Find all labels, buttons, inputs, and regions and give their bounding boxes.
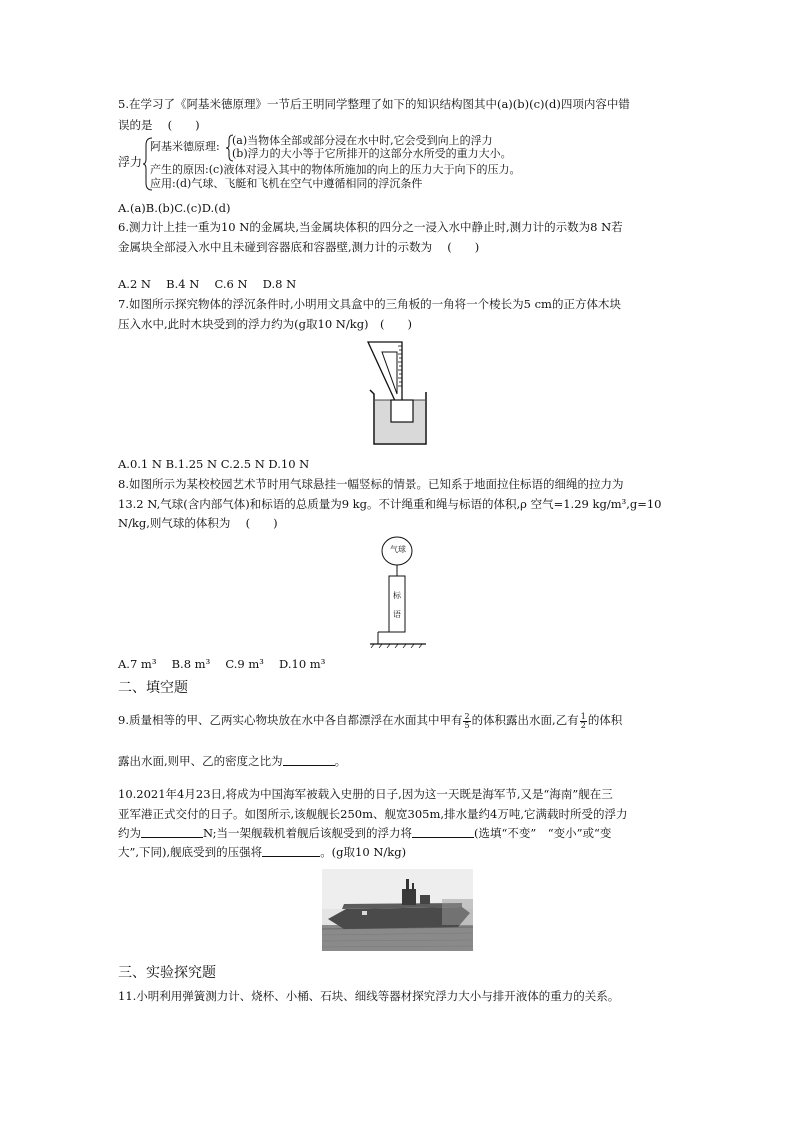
q9-frac1-numerator: 2 bbox=[464, 711, 470, 721]
q9-text-part1: 9.质量相等的甲、乙两实心物块放在水中各自都漂浮在水面其中甲有 bbox=[118, 713, 463, 727]
q6-stem-line2: 金属块全部浸入水中且未碰到容器底和容器壁,测力计的示数为 ( ) bbox=[118, 240, 480, 254]
q8-balloon-figure bbox=[370, 536, 426, 648]
q5-stem-line2: 误的是 ( ) bbox=[118, 118, 200, 132]
banner-rect bbox=[389, 576, 405, 632]
q9-line2-suffix: 。 bbox=[334, 754, 347, 768]
q10-warship-photo bbox=[322, 869, 473, 951]
q9-frac2-denominator: 2 bbox=[580, 720, 586, 730]
q10-stem-line3 bbox=[118, 825, 611, 841]
q5-item-d: 应用:(d)气球、飞艇和飞机在空气中遵循相同的浮沉条件 bbox=[150, 177, 423, 190]
q9-fraction-1 bbox=[463, 713, 470, 730]
banner-char-2: 语 bbox=[393, 610, 401, 619]
q5-item-a: (a)当物体全部或部分浸在水中时,它会受到向上的浮力 bbox=[232, 134, 493, 147]
q9-answer-blank[interactable] bbox=[283, 753, 335, 766]
q10-buoyancy-blank[interactable] bbox=[141, 825, 203, 838]
q9-stem-line1 bbox=[118, 712, 622, 730]
wood-cube bbox=[391, 400, 413, 422]
q11-stem-line1: 11.小明利用弹簧测力计、烧杯、小桶、石块、细线等器材探究浮力大小与排开液体的重力的关系。 bbox=[118, 989, 620, 1003]
q6-options: A.2 N B.4 N C.6 N D.8 N bbox=[118, 277, 297, 291]
q8-stem-line2: 13.2 N,气球(含内部气体)和标语的总质量为9 kg。不计绳重和绳与标语的体积,ρ 空气=1.29 kg/m³,g=10 bbox=[118, 497, 662, 511]
q9-stem-line2 bbox=[118, 753, 346, 769]
q5-main-label: 浮力 bbox=[118, 155, 143, 169]
q5-sub-label: 阿基米德原理: bbox=[150, 140, 220, 153]
q10-line3-a: 约为 bbox=[118, 826, 141, 840]
q7-beaker-triangle-figure bbox=[360, 338, 436, 450]
q7-options: A.0.1 N B.1.25 N C.2.5 N D.10 N bbox=[118, 457, 310, 471]
q9-fraction-2 bbox=[580, 713, 587, 730]
q9-frac2-numerator: 1 bbox=[580, 711, 586, 721]
q10-line4-a: 大”,下同),舰底受到的压强将 bbox=[118, 845, 263, 859]
section-2-heading: 二、填空题 bbox=[118, 680, 188, 696]
q5-item-c: 产生的原因:(c)液体对浸入其中的物体所施加的向上的压力大于向下的压力。 bbox=[150, 163, 521, 176]
q10-line3-c: (选填“不变” “变小”或“变 bbox=[474, 826, 612, 840]
q5-stem-line1: 5.在学习了《阿基米德原理》一节后王明同学整理了如下的知识结构图其中(a)(b)(c)(d)四项内容中错 bbox=[118, 97, 630, 111]
q8-stem-line1: 8.如图所示为某校校园艺术节时用气球悬挂一幅竖标的情景。已知系于地面拉住标语的细绳的拉力为 bbox=[118, 477, 624, 491]
q10-buoyancy-change-blank[interactable] bbox=[412, 825, 474, 838]
q5-item-b: (b)浮力的大小等于它所排开的这部分水所受的重力大小。 bbox=[232, 147, 512, 160]
q8-options: A.7 m³ B.8 m³ C.9 m³ D.10 m³ bbox=[118, 657, 326, 671]
q10-line4-b: 。(g取10 N/kg) bbox=[320, 845, 407, 859]
q7-stem-line2: 压入水中,此时木块受到的浮力约为(g取10 N/kg) ( ) bbox=[118, 317, 413, 331]
q9-text-part2: 的体积露出水面,乙有 bbox=[471, 713, 579, 727]
q10-stem-line2: 亚军港正式交付的日子。如图所示,该舰舰长250m、舰宽305m,排水量约4万吨,它满载时所受的浮力 bbox=[118, 807, 628, 821]
q8-stem-line3: N/kg,则气球的体积为 ( ) bbox=[118, 516, 278, 530]
q7-stem-line1: 7.如图所示探究物体的浮沉条件时,小明用文具盒中的三角板的一角将一个棱长为5 cm的正方体木块 bbox=[118, 297, 621, 311]
q10-line3-b: N;当一架舰载机着舰后该舰受到的浮力将 bbox=[203, 826, 413, 840]
q6-stem-line1: 6.测力计上挂一重为10 N的金属块,当金属块体积的四分之一浸入水中静止时,测力计的示数为8 N若 bbox=[118, 220, 623, 234]
q9-line2-prefix: 露出水面,则甲、乙的密度之比为 bbox=[118, 754, 283, 768]
q9-frac1-denominator: 5 bbox=[464, 720, 470, 730]
section-3-heading: 三、实验探究题 bbox=[118, 965, 216, 981]
q10-pressure-blank[interactable] bbox=[262, 844, 320, 857]
q5-options: A.(a)B.(b)C.(c)D.(d) bbox=[118, 201, 231, 215]
q10-stem-line4 bbox=[118, 844, 406, 860]
balloon-label: 气球 bbox=[390, 545, 406, 554]
banner-char-1: 标 bbox=[393, 591, 401, 600]
q9-text-part3: 的体积 bbox=[587, 713, 623, 727]
q10-stem-line1: 10.2021年4月23日,将成为中国海军被载入史册的日子,因为这一天既是海军节,又是“海南”舰在三 bbox=[118, 787, 613, 801]
